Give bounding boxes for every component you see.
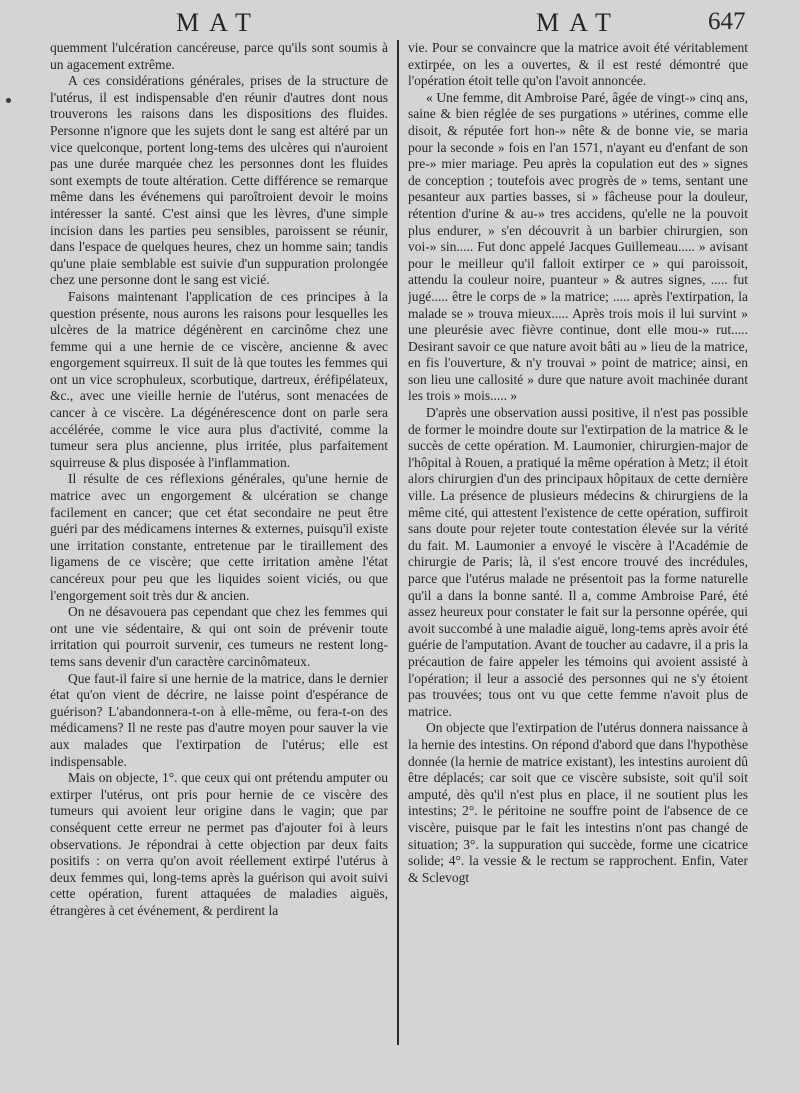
paragraph: Que faut-il faire si une hernie de la matrice, dans le dernier état qu'on vient de décrire, ne laisse point d'espérance de guérison? L'abandonnera-t-on à elle-même, ou fera-t-on des médicamens? Il ne reste pas d'autre moyen pour sauver la vie aux malades que l'extirpation de l'utérus; elle est indispensable. [50, 670, 388, 769]
paragraph: On objecte que l'extirpation de l'utérus donnera naissance à la hernie des intestins. On répond d'abord que dans l'hypothèse donnée (la hernie de matrice existant), les intestins auroient dû être déplacés; car soit que ce viscère subsiste, soit qu'il soit amputé, dès qu'il n'est plus en place, il ne soutient plus les intestins; 2°. le péritoine ne souffre point de l'absence de ce viscère, puisque par le fait les intestins n'ont pas changé de situation; 3°. la suppuration qui succède, forme une cicatrice solide; 4°. la vessie & le rectum se rapprochent. Enfin, Vater & Sclevogt [408, 720, 748, 885]
paragraph: Mais on objecte, 1°. que ceux qui ont prétendu amputer ou extirper l'utérus, ont pris pour hernie de ce viscère des tumeurs qui avoient leur origine dans le vagin; que par conséquent cette erreur ne permet pas d'ajouter foi à leurs observations. Je répondrai à cette objection par deux faits positifs : on verra qu'on avoit réellement extirpé l'utérus à deux femmes qui, long-tems après la guérison qui avoit suivi cette opération, furent attaquées de maladies aiguës, étrangères à cet événement, & perdirent la [50, 770, 388, 918]
page-number: 647 [708, 8, 746, 35]
paragraph: On ne désavouera pas cependant que chez les femmes qui ont une vie sédentaire, & qui ont soin de prévenir toute irritation qui pourroit survenir, ces tumeurs ne restent long-tems sans devenir d'un caractère carcinômateux. [50, 604, 388, 669]
paragraph: quemment l'ulcération cancéreuse, parce qu'ils sont soumis à un agacement extrême. [50, 40, 388, 72]
column-divider [397, 40, 399, 1045]
paragraph: D'après une observation aussi positive, il n'est pas possible de former le moindre doute sur l'extirpation de la matrice & le succès de cette opération. M. Laumonier, chirurgien-major de l'hôpital à Rouen, a pratiqué la même opération à Metz; il étoit alors chirurgien d'un des principaux hôpitaux de cette dernière ville. La présence de plusieurs médecins & chirurgiens de la même cité, qui attestent l'existence de cette opération, suffiroit sans doute pour rejeter toute contestation élevée sur la vérité du fait. M. Laumonier a envoyé le viscère à l'Académie de chirurgie de Paris; là, il s'est encore trouvé des incrédules, parce que l'utérus malade ne présentoit pas la forme naturelle qu'il a dans la bonne santé. Il a, comme Ambroise Paré, été assez heureux pour constater le fait sur la personne opérée, qui avoit succombé à une maladie aiguë, long-tems après avoir été guérie de l'amputation. Avant de toucher au cadavre, il a pris la précaution de faire appeler les témoins qui avoient assisté à l'opération; il leur a associé des personnes qui ne s'y étoient pas trouvées; tous ont vu que cette femme n'avoit plus de matrice. [408, 405, 748, 719]
left-column [50, 40, 388, 1050]
paragraph: vie. Pour se convaincre que la matrice avoit été véritablement extirpée, on les a ouvertes, & il est resté démontré que l'opération étoit telle qu'on l'avoit annoncée. [408, 40, 748, 89]
paragraph: A ces considérations générales, prises de la structure de l'utérus, il est indispensable d'en réunir d'autres dont nous trouverons les raisons dans les dispositions des fluides. Personne n'ignore que les sujets dont le sang est altéré par un vice quelconque, portent long-tems des ulcères qui n'auroient pas une durée marquée chez les personnes dont les fluides sont exempts de toute altération. Cette différence se remarque même dans les événemens qui paroîtroient devoir le moins intéresser la santé. C'est ainsi que les lèvres, d'une simple incision dans les parties peu sensibles, paroissent se réunir, dans l'espace de quelques heures, chez un homme sain; tandis qu'une plaie semblable est suivie d'un suppuration prolongée chez une personne dont le sang est vicié. [50, 73, 388, 288]
margin-dot-mark [6, 98, 11, 103]
right-column [408, 40, 748, 1050]
paragraph: Faisons maintenant l'application de ces principes à la question présente, nous aurons les raisons pour lesquelles les ulcères de la matrice dégénèrent en carcinôme chez une femme qui a une hernie de ce viscère, ancienne & avec engorgement squirreux. Il suit de là que toutes les femmes qui ont un vice scrophuleux, scorbutique, dartreux, éréfipélateux, &c., avec une vieille hernie de l'utérus, sont menacées de cancer à ce viscère. La dégénérescence dont on parle sera accélérée, comme le vice aura plus d'activité, comme la tumeur sera plus ancienne, plus irritée, plus parfaitement squirreuse & plus disposée à l'inflammation. [50, 288, 388, 470]
running-title-right: MAT [536, 8, 621, 37]
running-head [0, 8, 800, 38]
running-title-left: MAT [176, 8, 261, 37]
quoted-paragraph: « Une femme, dit Ambroise Paré, âgée de vingt-» cinq ans, saine & bien réglée de ses purgations » utérines, comme elle disoit, & réputée fort hon-» nête & de bonne vie, se maria pour la seconde » fois en l'an 1571, n'ayant eu d'enfant de son pre-» mier mariage. Peu après la copulation eut des » signes de conception ; toutefois avec progrès de » tems, sentant une pesanteur aux parties basses, si » fâcheuse pour la douleur, rétention d'urine & au-» tres accidens, qu'elle ne la pouvoit plus endurer, » s'en découvrit à un barbier chirurgien, son voi-» sin..... Fut donc appelé Jacques Guillemeau..... » avisant pour le meilleur qu'il falloit extirper ce » qui paroissoit, attendu la couleur noire, puanteur » & autres signes, ..... fut jugé..... être le corps de » la matrice; ..... après l'extirpation, la malade se » trouva mieux..... Après trois mois il lui survint » une pleurésie avec fièvre continue, dont elle mou-» rut..... Desirant savoir ce que nature avoit bâti au » lieu de la matrice, en fis l'ouverture, & n'y trouvai » point de matrice; ainsi, en son lieu une callosité » dure que nature avoit machinée durant les trois » mois..... » [408, 89, 748, 404]
paragraph: Il résulte de ces réflexions générales, qu'une hernie de matrice avec un engorgement & ulcération se change facilement en cancer; que cet état secondaire ne peut être guéri par des médicamens internes & externes, puisqu'il existe une irritation constante, entretenue par le tiraillement des ligamens de ce viscère; que cette irritation amène l'état cancéreux pour peu que les liquides soient viciés, ou que l'engorgement soit très dur & ancien. [50, 471, 388, 603]
